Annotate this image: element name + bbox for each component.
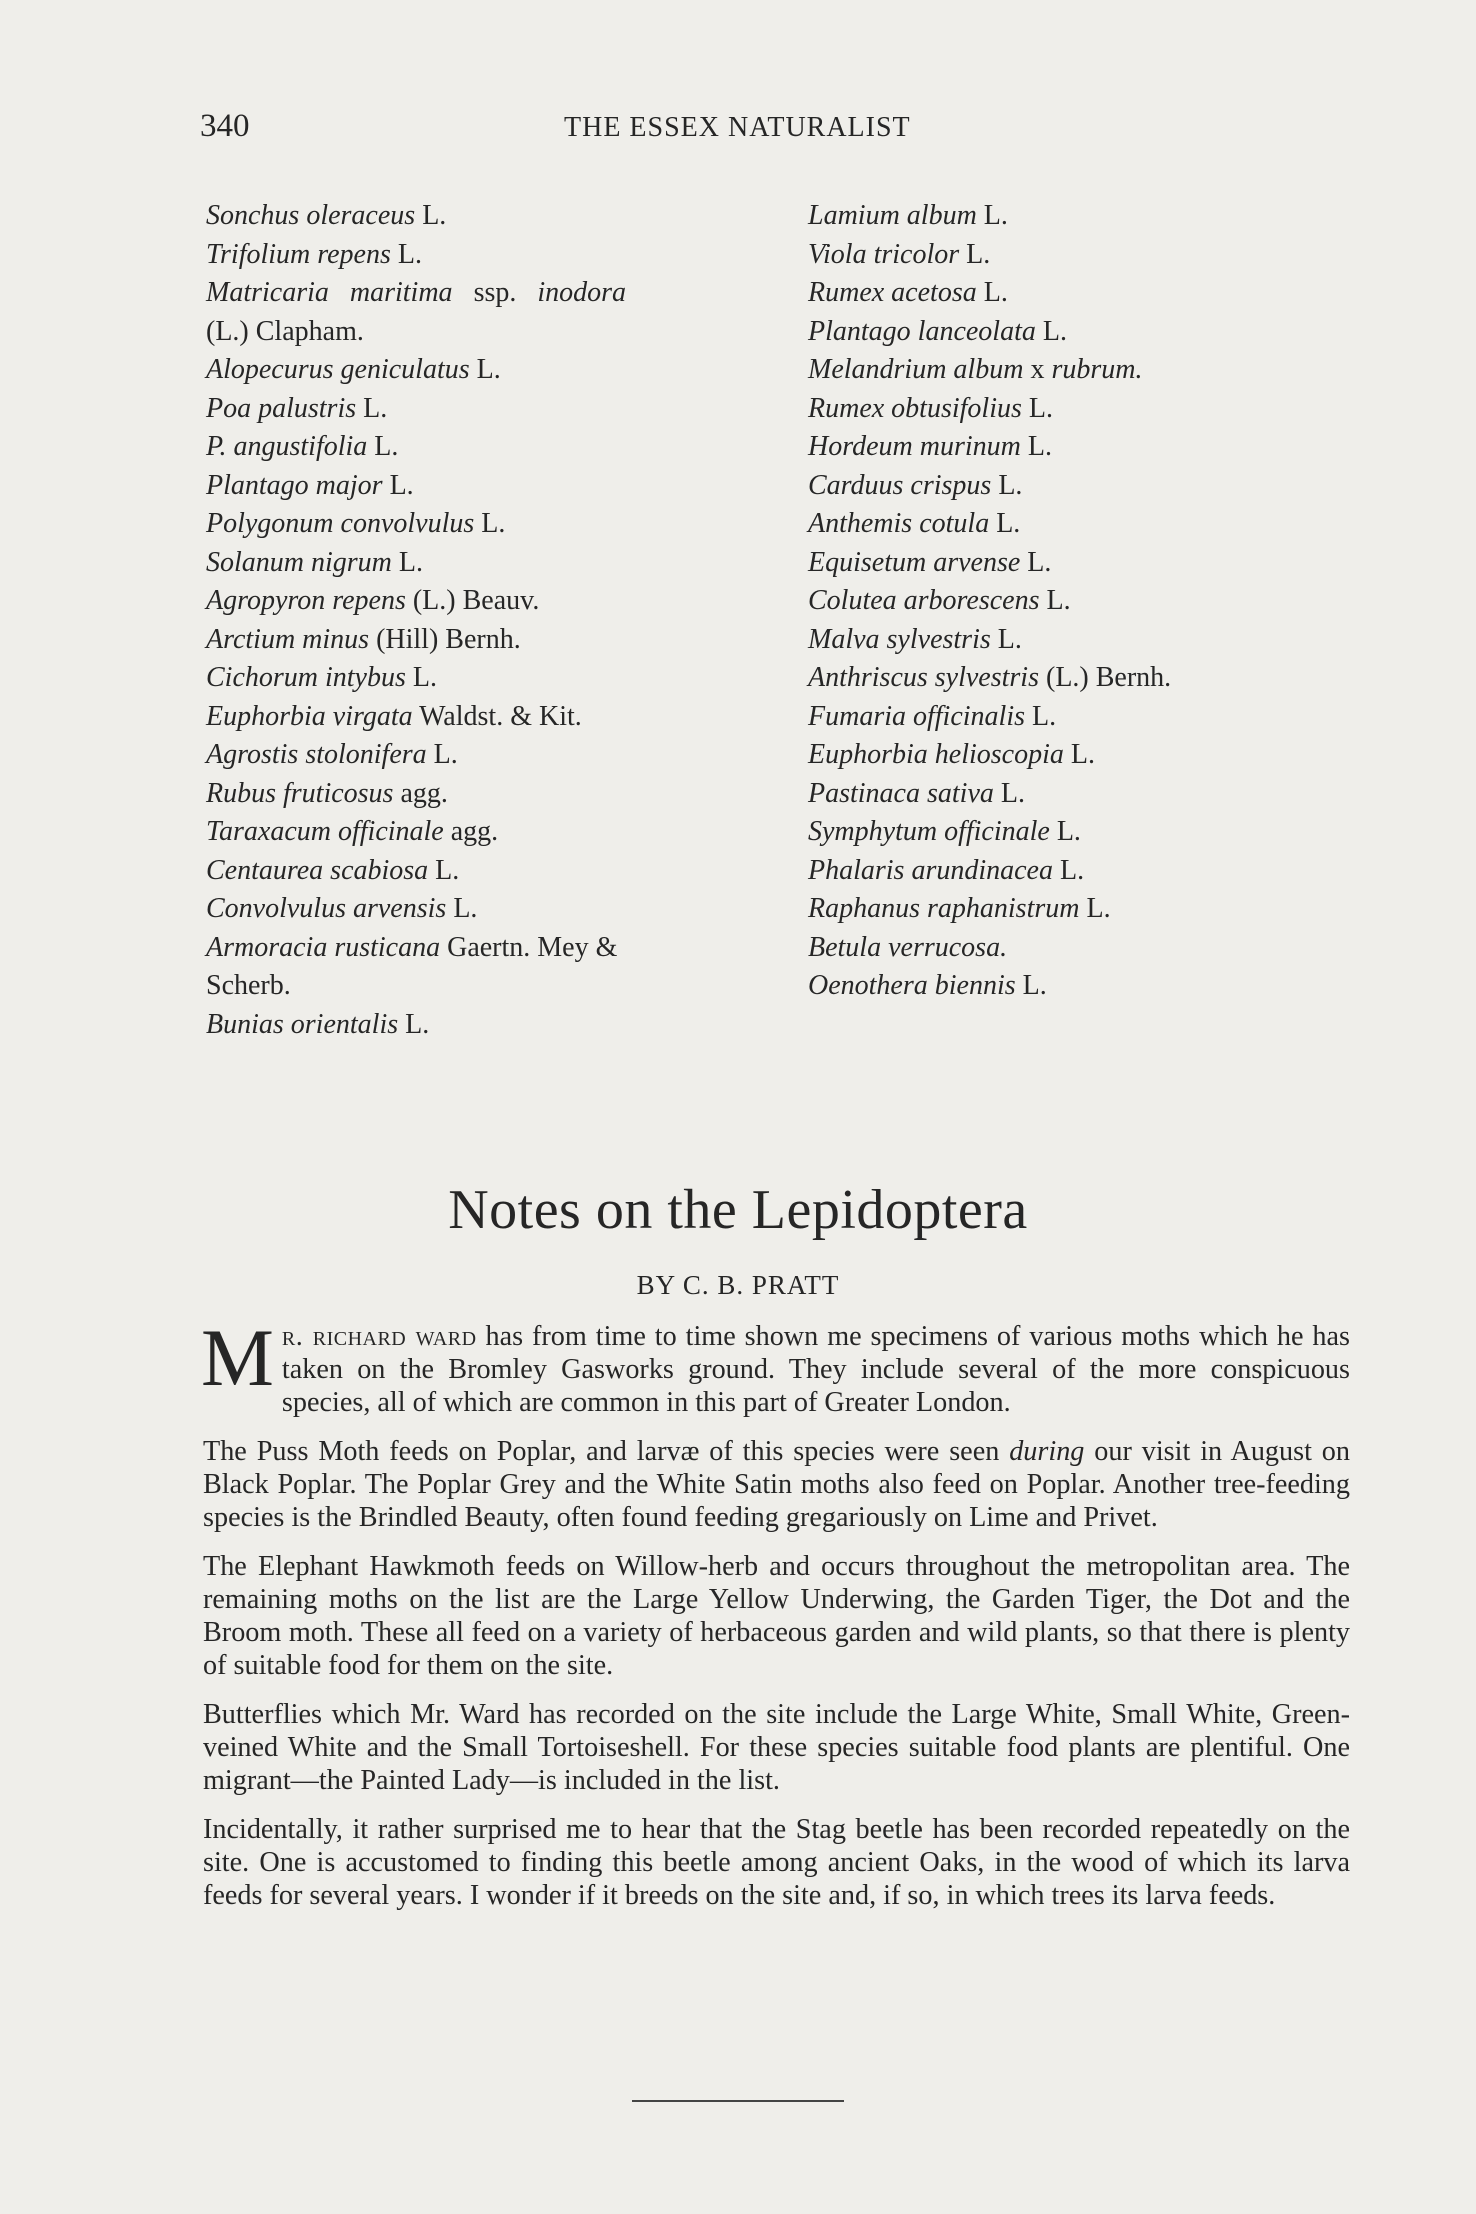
species-name: Agropyron repens [206,585,406,616]
species-name: Polygonum convolvulus [206,508,475,539]
species-entry [206,736,766,775]
species-entry [206,852,766,891]
species-authority: L. [990,623,1022,655]
species-entry [808,505,1368,544]
species-authority: L. [1063,739,1095,770]
species-name: Euphorbia helioscopia [808,739,1064,770]
species-entry [808,428,1368,467]
paragraph-2-text-a: The Puss Moth feeds on Poplar, and larvæ of this species were seen [203,1436,1010,1467]
species-entry [206,698,766,737]
species-entry [206,621,766,660]
species-entry [808,390,1368,429]
species-entry [808,698,1368,737]
species-entry [206,544,766,583]
species-name: Betula verrucosa. [808,931,1008,963]
species-authority: x [1023,354,1052,385]
species-authority: L. [1049,816,1081,847]
species-entry [206,197,766,236]
species-authority: agg. [393,777,448,809]
drop-cap: M [201,1312,274,1403]
species-authority: (L.) Clapham. [206,315,364,347]
species-authority: L. [469,354,501,385]
species-authority: L. [989,508,1021,539]
paragraph-2-italic: during [1009,1436,1085,1467]
species-authority: (Hill) Bernh. [369,623,521,655]
species-name: Fumaria officinalis [808,700,1025,732]
species-name: Plantago major [206,469,383,501]
species-entry [808,621,1368,660]
species-name: Equisetum arvense [808,546,1021,578]
species-name: Malva sylvestris [808,623,991,655]
species-list-left [206,197,766,1044]
species-entry [206,351,766,390]
species-authority: L. [390,238,422,270]
species-name: Sonchus oleraceus [206,200,416,231]
species-authority: L. [428,854,460,886]
species-name: Bunias orientalis [206,1008,399,1040]
species-entry [808,775,1368,814]
end-rule [632,2100,844,2102]
species-name: Symphytum officinale [808,816,1050,847]
journal-title: THE ESSEX NATURALIST [564,112,911,143]
paragraph-4: Butterflies which Mr. Ward has recorded on the site include the Large White, Small White, Green-veined White and the Small Tortoiseshell. For these species suitable food plants are plentiful. One migrant—the Painted Lady—is included in the list. [203,1699,1350,1796]
species-authority: L. [1025,700,1057,732]
species-entry [206,236,766,275]
running-head [200,108,1350,152]
page-number: 340 [200,108,250,144]
species-name: Convolvulus arvensis [206,893,447,924]
species-name: Rubus fruticosus [206,777,394,809]
species-name: Matricaria maritima [206,277,453,308]
species-authority: ssp. [452,277,538,308]
species-entry [808,890,1368,929]
species-name: Centaurea scabiosa [206,854,429,886]
species-name: Agrostis stolonifera [206,739,427,770]
species-name: Trifolium repens [206,238,391,270]
species-authority: L. [474,508,506,539]
species-entry [206,1006,766,1045]
species-authority: L. [382,469,414,501]
species-name: Anthemis cotula [808,508,990,539]
species-entry [206,775,766,814]
paragraph-1 [201,1312,1350,1419]
species-entry [808,813,1368,852]
species-authority: Waldst. & Kit. [412,700,582,732]
species-entry [808,467,1368,506]
article-body [201,1312,1350,1928]
species-authority: L. [1021,392,1053,424]
species-authority: L. [415,200,447,231]
species-name: Euphorbia virgata [206,700,413,732]
species-name: Carduus crispus [808,469,992,501]
species-authority: L. [1015,970,1047,1001]
species-authority: L. [1020,431,1052,462]
species-name: Taraxacum officinale [206,816,444,847]
species-name: Anthriscus sylvestris [808,662,1039,693]
species-authority: L. [426,739,458,770]
species-entry [808,313,1368,352]
species-entry [808,967,1368,1006]
species-name: Melandrium album [808,354,1024,385]
species-name: Cichorum intybus [206,662,406,693]
species-entry [206,505,766,544]
species-entry [808,544,1368,583]
species-name: Pastinaca sativa [808,777,994,809]
species-authority: (L.) Beauv. [405,585,540,616]
species-entry [808,351,1368,390]
species-authority: L. [367,431,399,462]
species-entry [206,813,766,852]
species-entry [808,582,1368,621]
article-byline: BY C. B. PRATT [636,1270,840,1300]
species-name-extra: rubrum. [1051,354,1143,385]
species-entry [808,736,1368,775]
species-name: Arctium minus [206,623,370,655]
species-entry [808,236,1368,275]
species-entry [808,659,1368,698]
species-name: Poa palustris [206,392,357,424]
paragraph-3: The Elephant Hawkmoth feeds on Willow-herb and occurs throughout the metropolitan area. The remaining moths on the list are the Large Yellow Underwing, the Garden Tiger, the Dot and the Broom moth. These all feed on a variety of herbaceous garden and wild plants, so that there is plenty of suitable food for them on the site. [203,1551,1350,1681]
species-name: Lamium album [808,200,977,231]
species-name: Oenothera biennis [808,970,1016,1001]
species-authority: L. [1053,854,1085,886]
species-authority: L. [405,662,437,693]
species-authority: L. [959,238,991,270]
species-entry [206,890,766,929]
species-name: Raphanus raphanistrum [808,893,1080,924]
species-name: Viola tricolor [808,238,960,270]
species-entry [206,390,766,429]
species-name: Solanum nigrum [206,546,392,578]
species-entry [206,582,766,621]
species-name: Rumex obtusifolius [808,392,1022,424]
article-title: Notes on the Lepidoptera [448,1179,1028,1241]
opening-words: r. richard ward [281,1321,477,1352]
species-authority: L. [356,392,388,424]
species-entry [206,659,766,698]
species-entry [206,967,766,1006]
species-name: P. angustifolia [206,431,368,462]
species-name: Colutea arborescens [808,585,1040,616]
species-authority: agg. [443,816,499,847]
species-entry [808,852,1368,891]
species-entry [808,197,1368,236]
paragraph-2 [203,1435,1350,1534]
species-authority: L. [993,777,1025,809]
species-authority: Gaertn. Mey & [440,931,618,963]
species-authority: L. [976,277,1008,308]
species-entry [206,467,766,506]
species-entry [206,929,766,968]
species-name-extra: inodora [537,277,627,308]
species-name: Plantago lanceolata [808,315,1036,347]
species-entry [206,274,766,313]
species-authority: L. [1035,315,1067,347]
species-entry [206,428,766,467]
species-name: Hordeum murinum [808,431,1021,462]
species-authority: L. [391,546,424,578]
species-name: Armoracia rusticana [206,931,441,963]
species-name: Phalaris arundinacea [808,854,1053,886]
species-entry [206,313,766,352]
species-entry [808,274,1368,313]
species-authority: L. [398,1008,430,1040]
species-entry [808,929,1368,968]
species-authority: L. [976,200,1008,231]
species-authority: L. [446,893,478,924]
species-authority: (L.) Bernh. [1039,662,1172,693]
species-name: Rumex acetosa [808,277,977,308]
paragraph-1-text: has from time to time shown me specimens of various moths which he has taken on the Bromley Gasworks ground. They include several of the more conspicuous species, all of which are common in this part of Greater London. [281,1321,1350,1418]
species-name: Alopecurus geniculatus [206,354,470,385]
species-authority: L. [1079,893,1111,924]
species-authority: L. [991,469,1023,501]
species-authority: L. [1020,546,1052,578]
species-list-right [808,197,1368,1006]
paragraph-5: Incidentally, it rather surprised me to hear that the Stag beetle has been recorded repeatedly on the site. One is accustomed to finding this beetle among ancient Oaks, in the wood of which its larva feeds for several years. I wonder if it breeds on the site and, if so, in which trees its larva feeds. [203,1814,1350,1911]
paragraph-2-text-b: our visit in August on Black Poplar. The Poplar Grey and the White Satin moths also feed on Poplar. Another tree-feeding species is the Brindled Beauty, often found feeding gregariously on Lime and Privet. [203,1436,1350,1533]
species-authority: Scherb. [206,970,291,1001]
species-authority: L. [1039,585,1071,616]
